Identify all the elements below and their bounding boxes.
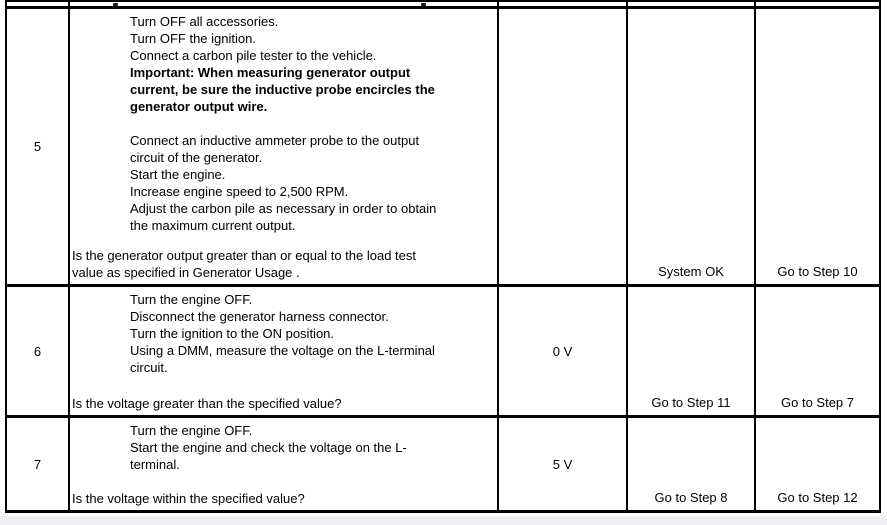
step-number: 5 (33, 139, 42, 154)
instruction-line: Using a DMM, measure the voltage on the L-terminal (130, 343, 435, 358)
action-cell (69, 8, 498, 286)
step-cell (6, 8, 69, 286)
yes-cell (627, 8, 755, 286)
value-cell (498, 8, 627, 286)
value-cell (498, 286, 627, 417)
value-text: 5 V (552, 456, 573, 472)
instruction-line: Turn the engine OFF. (130, 423, 253, 438)
instruction-line: generator output wire. (130, 99, 268, 114)
yes-text: Go to Step 11 (651, 395, 731, 410)
question-line: Is the generator output greater than or equal to the load test (72, 248, 417, 263)
question-text (72, 490, 495, 507)
question-text (72, 247, 495, 281)
no-text: Go to Step 12 (777, 490, 858, 505)
instruction-line: Turn the engine OFF. (130, 292, 253, 307)
clipped-text-fragment (421, 3, 426, 6)
table-row (6, 8, 880, 286)
instruction-line: Important: When measuring generator output (130, 65, 411, 80)
instruction-line: terminal. (130, 457, 180, 472)
no-text: Go to Step 10 (777, 264, 858, 279)
instruction-line: Connect a carbon pile tester to the vehicle. (130, 48, 377, 63)
yes-text: Go to Step 8 (654, 490, 728, 505)
question-text (72, 395, 495, 412)
instruction-line: Turn OFF the ignition. (130, 31, 256, 46)
clipped-no-cell (755, 1, 880, 8)
value-cell (498, 417, 627, 512)
instruction-line: Adjust the carbon pile as necessary in order to obtain (130, 201, 437, 216)
instruction-list (130, 13, 495, 234)
yes-cell (627, 417, 755, 512)
instruction-list (130, 291, 495, 376)
instruction-line: Disconnect the generator harness connector. (130, 309, 389, 324)
action-cell (69, 286, 498, 417)
table-row (6, 286, 880, 417)
clipped-previous-row (6, 1, 880, 8)
yes-text: System OK (658, 264, 724, 279)
question-line: value as specified in Generator Usage . (72, 265, 300, 280)
instruction-line: Turn OFF all accessories. (130, 14, 279, 29)
instruction-line: Connect an inductive ammeter probe to the output (130, 133, 420, 148)
no-cell (755, 417, 880, 512)
instruction-line: circuit. (130, 360, 168, 375)
no-text: Go to Step 7 (781, 395, 854, 410)
diagnostic-table (5, 0, 881, 513)
yes-cell (627, 286, 755, 417)
page-footer-band (0, 516, 887, 525)
action-cell (69, 417, 498, 512)
instruction-line: the maximum current output. (130, 218, 296, 233)
clipped-step-cell (6, 1, 69, 8)
step-number: 6 (33, 343, 42, 359)
value-text: 0 V (552, 343, 573, 359)
step-cell (6, 286, 69, 417)
instruction-line: Start the engine and check the voltage on the L- (130, 440, 407, 455)
instruction-line: Increase engine speed to 2,500 RPM. (130, 184, 349, 199)
no-cell (755, 286, 880, 417)
instruction-list (130, 422, 495, 473)
clipped-action-cell (69, 1, 498, 8)
clipped-text-fragment (113, 3, 118, 6)
clipped-value-cell (498, 1, 627, 8)
clipped-yes-cell (627, 1, 755, 8)
step-number: 7 (33, 456, 42, 472)
question-line: Is the voltage greater than the specified value? (72, 396, 342, 411)
instruction-line: Turn the ignition to the ON position. (130, 326, 335, 341)
table-row (6, 417, 880, 512)
question-line: Is the voltage within the specified value? (72, 491, 305, 506)
instruction-line: current, be sure the inductive probe encircles the (130, 82, 435, 97)
instruction-line: circuit of the generator. (130, 150, 263, 165)
instruction-line: Start the engine. (130, 167, 226, 182)
step-cell (6, 417, 69, 512)
no-cell (755, 8, 880, 286)
